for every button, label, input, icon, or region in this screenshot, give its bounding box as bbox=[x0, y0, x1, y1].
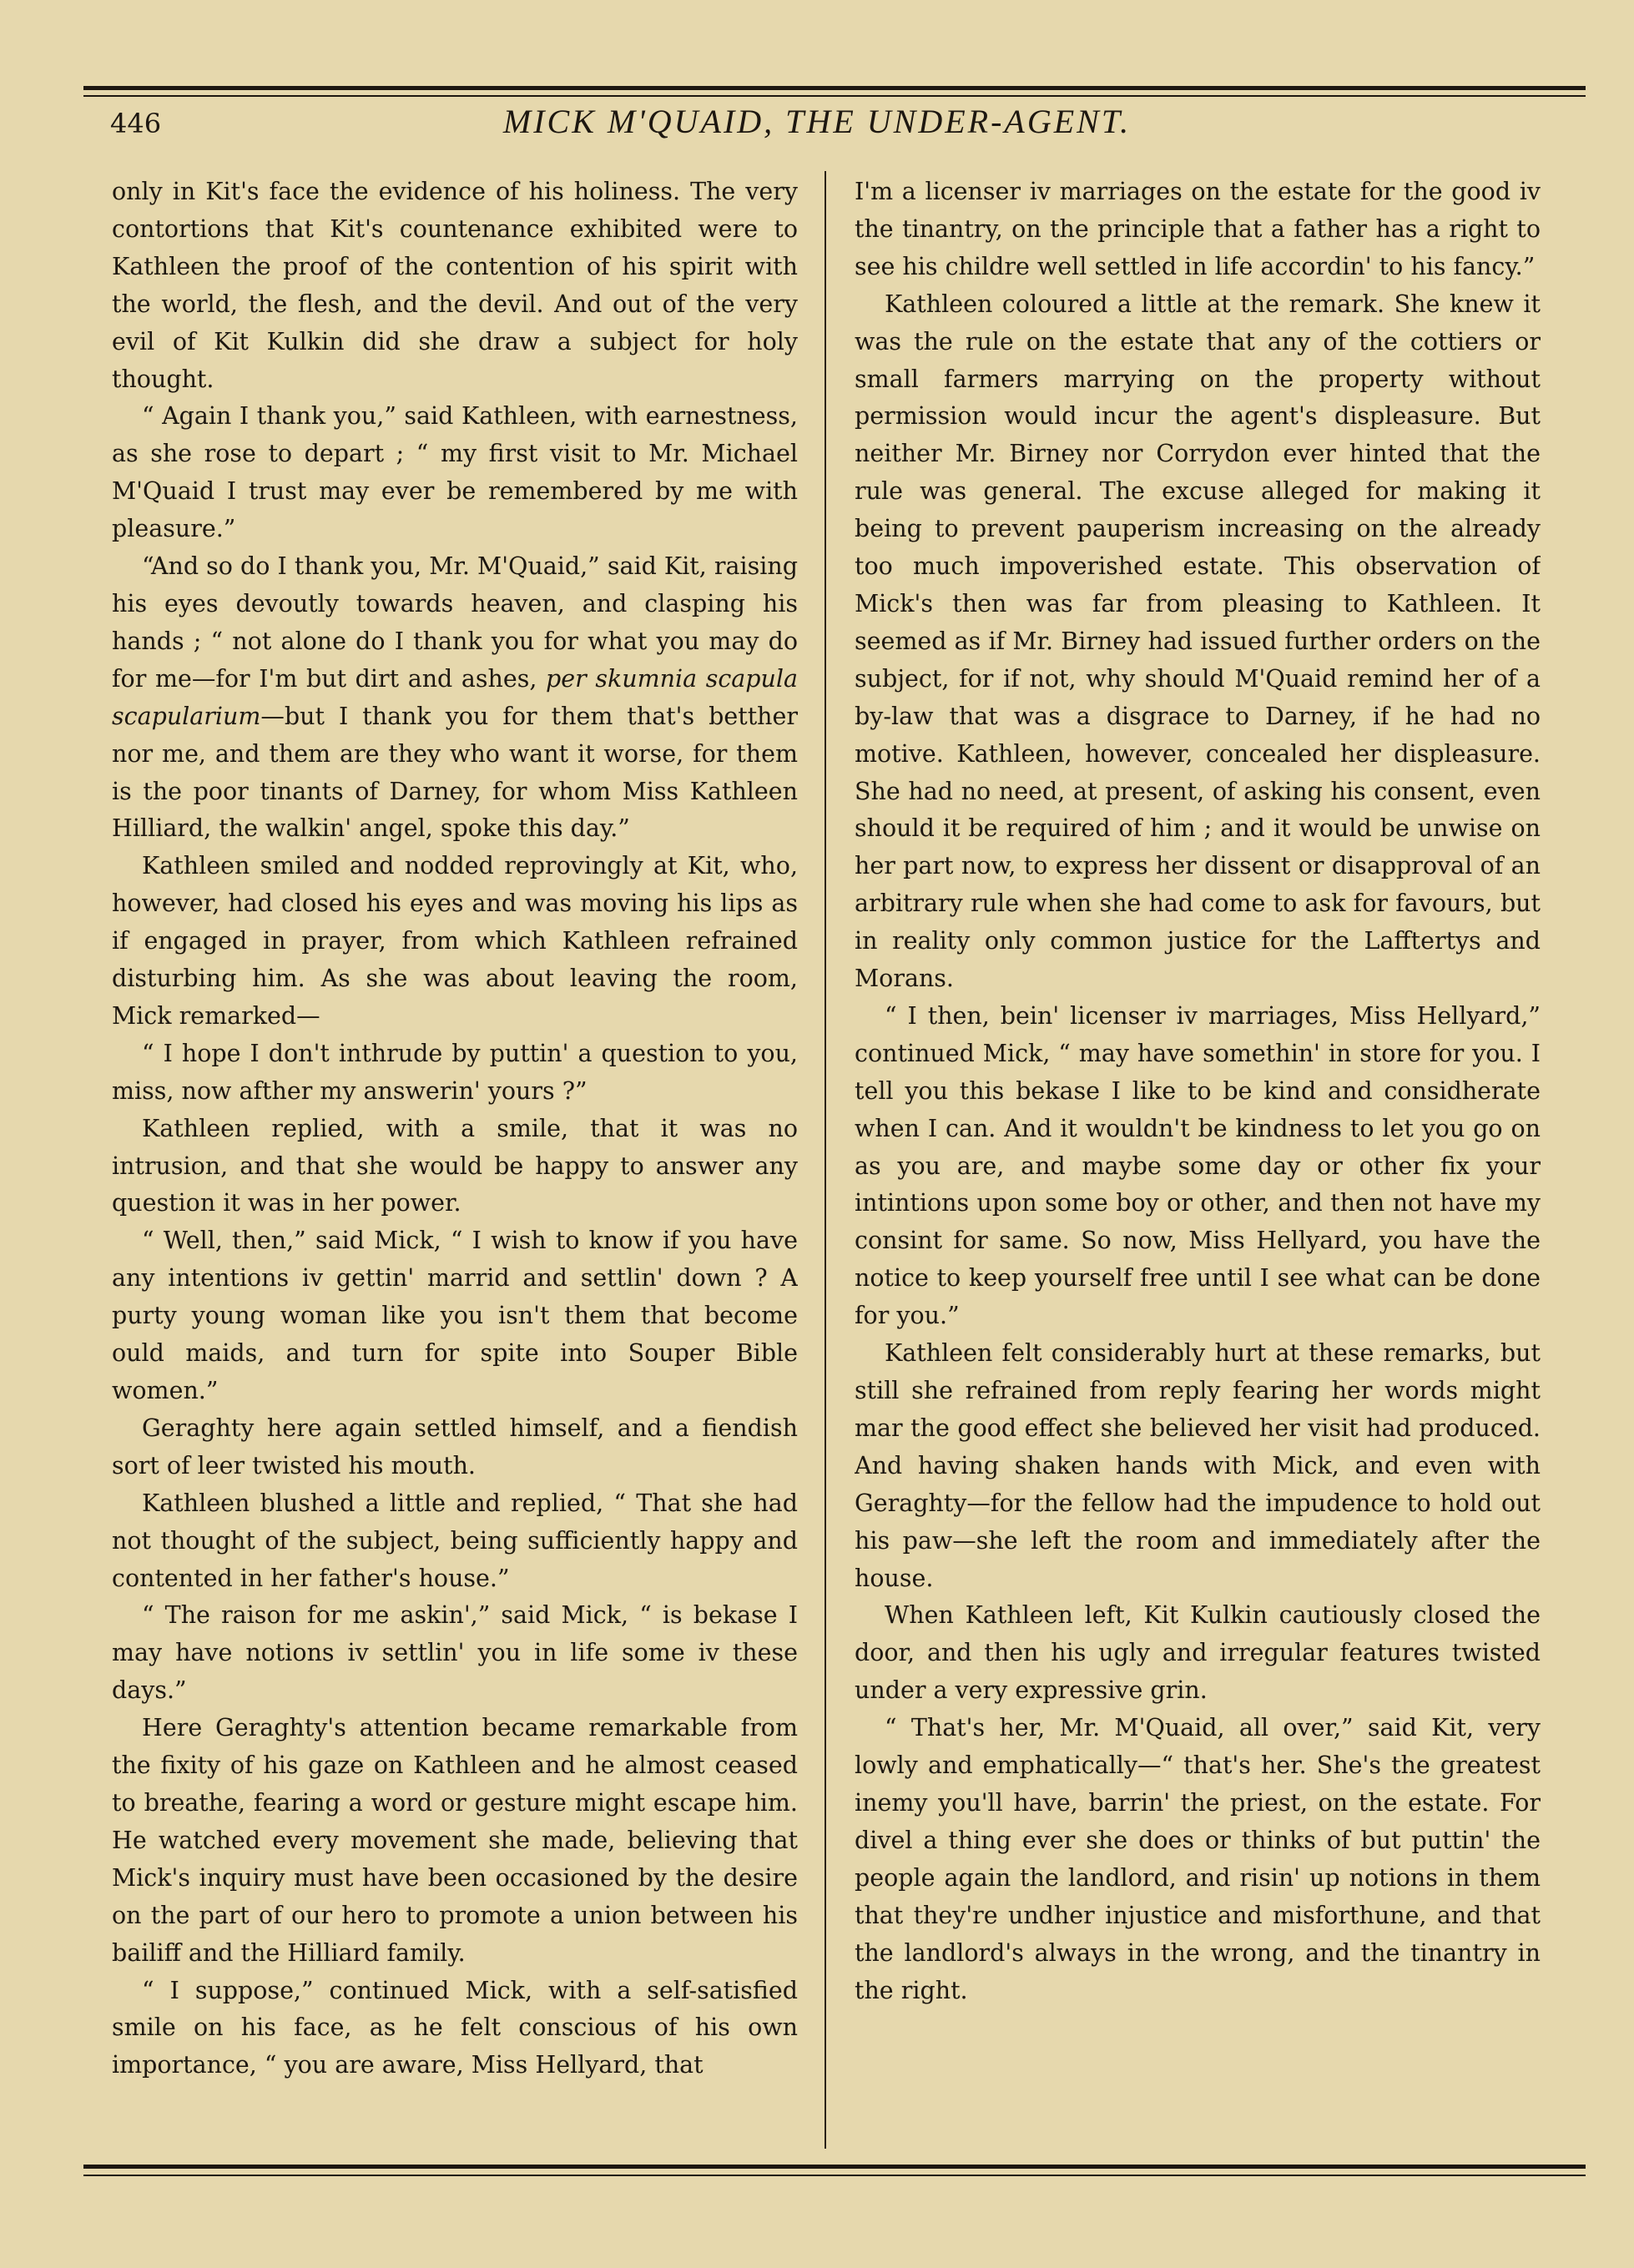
latin-phrase: per skumnia scapula scapularium bbox=[112, 664, 798, 730]
paragraph: Kathleen coloured a little at the remark. She knew it was the rule on the estate that any of the cottiers or small farmers marrying on the property without permission would incur the agent's displeasure. But neither Mr. Birney nor Corrydon ever hinted that the rule was general. The excuse alleged for making it being to prevent pauperism increasing on the already too much impoverished estate. This observation of Mick's then was far from pleasing to Kathleen. It seemed as if Mr. Birney had issued further orders on the subject, for if not, why should M'Quaid remind her of a by-law that was a disgrace to Darney, if he had no motive. Kathleen, however, concealed her displeasure. She had no need, at present, of asking his consent, even should it be required of him ; and it would be unwise on her part now, to express her dissent or disapproval of an arbitrary rule when she had come to ask for favours, but in reality only common justice for the Lafftertys and Morans. bbox=[855, 290, 1541, 993]
bottom-rule-thick bbox=[83, 2165, 1586, 2169]
paragraph: “ The raison for me askin',” said Mick, “ is bekase I may have notions iv settlin' you in life some iv these days.” bbox=[112, 1601, 798, 1705]
paragraph: “ I then, bein' licenser iv marriages, Miss Hellyard,” continued Mick, “ may have somethin' in store for you. I tell you this bekase I like to be kind and considherate when I can. And it wouldn't be kindness to let you go on as you are, and maybe some day or other fix your intintions upon some boy or other, and then not have my consint for same. So now, Miss Hellyard, you have the notice to keep yourself free until I see what can be done for you.” bbox=[855, 1001, 1541, 1330]
paragraph: “ I hope I don't inthrude by puttin' a question to you, miss, now afther my answerin' yours ?” bbox=[112, 1039, 798, 1105]
paragraph: When Kathleen left, Kit Kulkin cautiously closed the door, and then his ugly and irregular features twisted under a very expressive grin. bbox=[855, 1601, 1541, 1705]
paragraph: I'm a licenser iv marriages on the estate for the good iv the tinantry, on the principle that a father has a right to see his childre well settled in life accordin' to his fancy.” bbox=[855, 178, 1541, 280]
paragraph: “ Well, then,” said Mick, “ I wish to know if you have any intentions iv gettin' marrid and settlin' down ? A purty young woman like you isn't them that become ould maids, and turn for spite into Souper Bible women.” bbox=[112, 1227, 798, 1404]
paragraph: “ Again I thank you,” said Kathleen, with earnestness, as she rose to depart ; “ my first visit to Mr. Michael M'Quaid I trust may ever be remembered by me with pleasure.” bbox=[112, 402, 798, 543]
paragraph: Geraghty here again settled himself, and a fiendish sort of leer twisted his mouth. bbox=[112, 1414, 798, 1479]
page-number: 446 bbox=[110, 108, 162, 139]
top-rule-thick bbox=[83, 86, 1586, 90]
paragraph-text: “And so do I thank you, Mr. M'Quaid,” said Kit, raising his eyes devoutly towards heaven, and clasping his hands ; “ not alone do I thank you for what you may do for me—for I'm but dirt and ashes, bbox=[112, 552, 798, 693]
right-column bbox=[855, 174, 1541, 2143]
paragraph-text: —but I thank you for them that's betther nor me, and them are they who want it worse, for them is the poor tinants of Darney, for whom Miss Kathleen Hilliard, the walkin' angel, spoke this day.” bbox=[112, 702, 798, 843]
paragraph: “ I suppose,” continued Mick, with a self-satisfied smile on his face, as he felt conscious of his own importance, “ you are aware, Miss Hellyard, that bbox=[112, 1976, 798, 2079]
paragraph: Kathleen blushed a little and replied, “ That she had not thought of the subject, being sufficiently happy and contented in her father's house.” bbox=[112, 1489, 798, 1592]
paragraph: Here Geraghty's attention became remarkable from the fixity of his gaze on Kathleen and he almost ceased to breathe, fearing a word or gesture might escape him. He watched every movement she made, believing that Mick's inquiry must have been occasioned by the desire on the part of our hero to promote a union between his bailiff and the Hilliard family. bbox=[112, 1714, 798, 1967]
paragraph: “ That's her, Mr. M'Quaid, all over,” said Kit, very lowly and emphatically—“ that's her. She's the greatest inemy you'll have, barrin' the priest, on the estate. For divel a thing ever she does or thinks of but puttin' the people again the landlord, and risin' up notions in them that they're undher injustice and misforthune, and that the landlord's always in the wrong, and the tinantry in the right. bbox=[855, 1714, 1541, 2004]
column-divider bbox=[825, 171, 826, 2149]
top-rule-thin bbox=[83, 95, 1586, 97]
paragraph bbox=[112, 548, 798, 848]
paragraph: Kathleen smiled and nodded reprovingly at Kit, who, however, had closed his eyes and was moving his lips as if engaged in prayer, from which Kathleen refrained disturbing him. As she was about leaving the room, Mick remarked— bbox=[112, 852, 798, 1030]
paragraph: only in Kit's face the evidence of his holiness. The very contortions that Kit's countenance exhibited were to Kathleen the proof of the contention of his spirit with the world, the flesh, and the devil. And out of the very evil of Kit Kulkin did she draw a subject for holy thought. bbox=[112, 178, 798, 393]
running-title: MICK M'QUAID, THE UNDER-AGENT. bbox=[502, 103, 1132, 140]
paragraph: Kathleen felt considerably hurt at these remarks, but still she refrained from reply fearing her words might mar the good effect she believed her visit had produced. And having shaken hands with Mick, and even with Geraghty—for the fellow had the impudence to hold out his paw—she left the room and immediately after the house. bbox=[855, 1339, 1541, 1592]
bottom-rule-thin bbox=[83, 2175, 1586, 2176]
left-column bbox=[112, 174, 798, 2143]
paragraph: Kathleen replied, with a smile, that it was no intrusion, and that she would be happy to answer any question it was in her power. bbox=[112, 1114, 798, 1217]
